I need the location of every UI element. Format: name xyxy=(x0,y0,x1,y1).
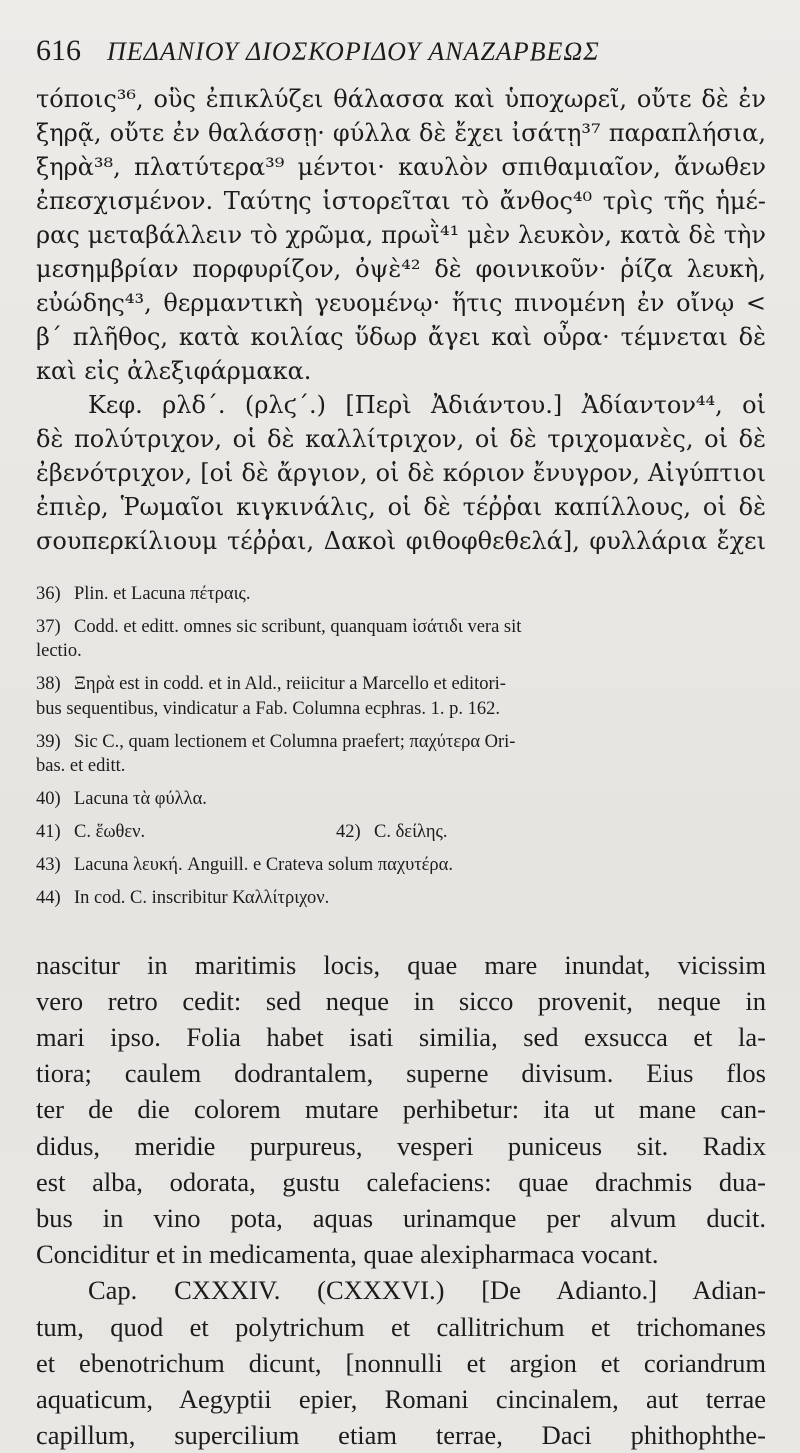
footnote: 42) C. δείλης. xyxy=(336,822,448,843)
latin-line: tiora; caulem dodrantalem, superne divisum. Eius flos xyxy=(36,1058,766,1089)
footnote: 40) Lacuna τὰ φύλλα. xyxy=(36,789,207,810)
greek-line: τόποις³⁶, οὓς ἐπικλύζει θάλασσα καὶ ὑποχωρεῖ, οὔτε δὲ ἐν xyxy=(36,85,766,113)
greek-line: ἐπεσχισμένον. Ταύτης ἱστορεῖται τὸ ἄνθος⁴⁰ τρὶς τῆς ἡμέ- xyxy=(36,187,766,215)
latin-line: vero retro cedit: sed neque in sicco provenit, neque in xyxy=(36,985,766,1016)
latin-line: aquaticum, Aegyptii epier, Romani cincinalem, aut terrae xyxy=(36,1384,766,1415)
latin-line: Conciditur et in medicamenta, quae alexipharmaca vocant. xyxy=(36,1239,659,1270)
footnote: 43) Lacuna λευκή. Anguill. e Crateva solum παχυτέρα. xyxy=(36,855,453,876)
greek-line: καὶ εἰς ἀλεξιφάρμακα. xyxy=(36,357,312,385)
footnote: 39) Sic C., quam lectionem et Columna praefert; παχύτερα Ori- bas. et editt. xyxy=(36,731,516,777)
latin-line: et ebenotrichum dicunt, [nonnulli et argion et coriandrum xyxy=(36,1347,766,1378)
greek-chapter-heading-line: Κεφ. ρλδ΄. (ρλϛ΄.) [Περὶ Ἀδιάντου.] Ἀδίαντον⁴⁴, οἱ xyxy=(88,391,766,419)
latin-line: tum, quod et polytrichum et callitrichum et trichomanes xyxy=(36,1311,766,1342)
footnote-pair xyxy=(36,820,766,845)
latin-chapter-heading-line: Cap. CXXXIV. (CXXXVI.) [De Adianto.] Adian- xyxy=(88,1275,766,1306)
footnote: 44) In cod. C. inscribitur Καλλίτριχον. xyxy=(36,888,330,909)
latin-line: ter de die colorem mutare perhibetur: ita ut mane can- xyxy=(36,1094,766,1125)
running-title: ΠΕΔΑΝΙΟΥ ΔΙΟΣΚΟΡΙΔΟΥ ΑΝΑΖΑΡΒΕΩΣ xyxy=(107,37,600,66)
footnote: 38) Ξηρὰ est in codd. et in Ald., reiicitur a Marcello et editori- bus sequentibus, vindicatur a Fab. Columna ecphras. 1. p. 162. xyxy=(36,674,506,719)
greek-line: ἐπιὲρ, Ῥωμαῖοι κιγκινάλις, οἱ δὲ τέῤῥαι καπίλλους, οἱ δὲ xyxy=(36,493,766,521)
footnote: 37) Codd. et editt. omnes sic scribunt, quanquam ἰσάτιδι vera sit lectio. xyxy=(36,616,522,662)
footnote: 36) Plin. et Lacuna πέτραις. xyxy=(36,584,251,604)
greek-line: β΄ πλῆθος, κατὰ κοιλίας ὕδωρ ἄγει καὶ οὖρα· τέμνεται δὲ xyxy=(36,323,766,351)
latin-text-block xyxy=(36,947,766,1453)
greek-line: ξηρᾷ, οὔτε ἐν θαλάσσῃ· φύλλα δὲ ἔχει ἰσάτῃ³⁷ παραπλήσια, xyxy=(36,119,766,147)
footnotes xyxy=(36,582,766,911)
greek-line: μεσημβρίαν πορφυρίζον, ὀψὲ⁴² δὲ φοινικοῦν· ῥίζα λευκὴ, xyxy=(36,255,766,283)
footnote: 41) C. ἕωθεν. xyxy=(36,822,146,843)
greek-line: ἐβενότριχον, [οἱ δὲ ἄργιον, οἱ δὲ κόριον ἔνυγρον, Αἰγύπτιοι xyxy=(36,459,766,487)
greek-line: ρας μεταβάλλειν τὸ χρῶμα, πρωῒ⁴¹ μὲν λευκὸν, κατὰ δὲ τὴν xyxy=(36,221,766,249)
greek-line: δὲ πολύτριχον, οἱ δὲ καλλίτριχον, οἱ δὲ τριχομανὲς, οἱ δὲ xyxy=(36,425,766,453)
latin-line: didus, meridie purpureus, vesperi puniceus sit. Radix xyxy=(36,1130,766,1161)
page-header xyxy=(36,34,766,82)
greek-text-block xyxy=(36,82,766,558)
greek-line: ξηρὰ³⁸, πλατύτερα³⁹ μέντοι· καυλὸν σπιθαμιαῖον, ἄνωθεν xyxy=(36,153,766,181)
latin-line: nascitur in maritimis locis, quae mare inundat, vicissim xyxy=(36,949,766,980)
latin-line: bus in vino pota, aquas urinamque per alvum ducit. xyxy=(36,1203,766,1234)
latin-line: mari ipso. Folia habet isati similia, sed exsucca et la- xyxy=(36,1022,766,1053)
greek-line: σουπερκίλιουμ τέῤῥαι, Δακοὶ φιθοφθεθελά], φυλλάρια ἔχει xyxy=(36,527,766,555)
latin-line: est alba, odorata, gustu calefaciens: quae drachmis dua- xyxy=(36,1166,766,1197)
page-number: 616 xyxy=(36,34,81,67)
latin-line: capillum, supercilium etiam terrae, Daci phithophthe- xyxy=(36,1420,766,1451)
greek-line: εὐώδης⁴³, θερμαντικὴ γευομένῳ· ἥτις πινομένη ἐν οἴνῳ < xyxy=(36,289,766,317)
